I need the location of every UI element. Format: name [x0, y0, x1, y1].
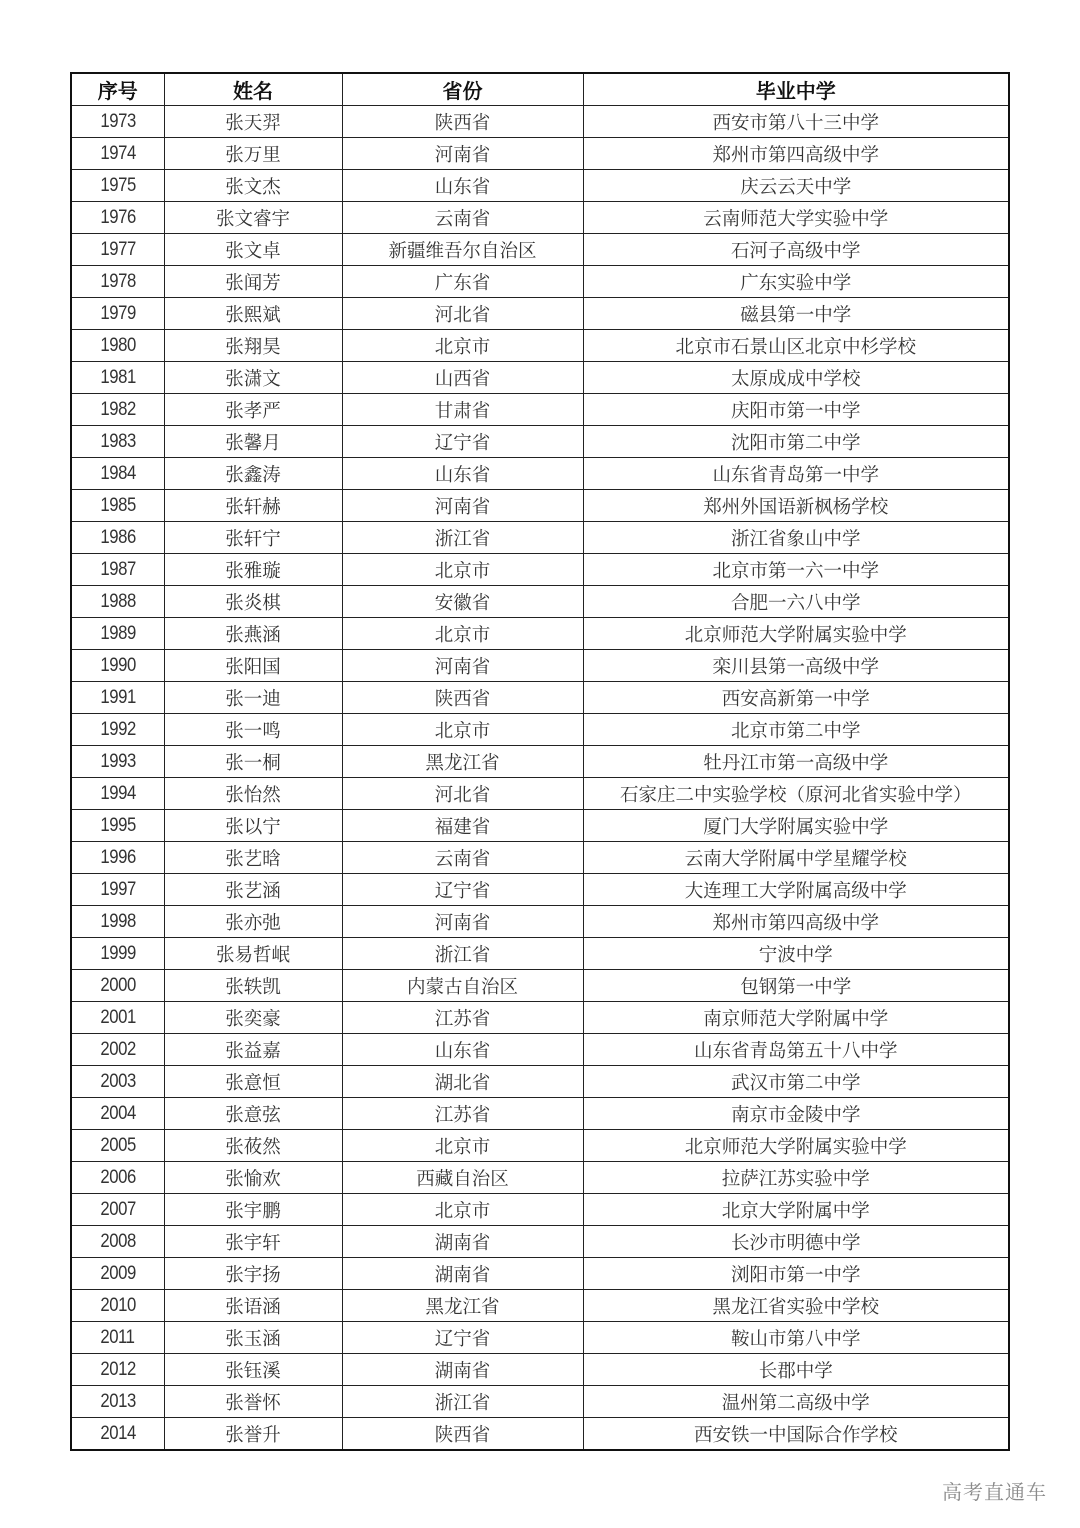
cell-serial-number-text: 1978 — [100, 270, 136, 292]
cell-serial-number-text: 1976 — [100, 206, 136, 228]
cell-serial-number-text: 1998 — [100, 910, 136, 932]
table-row — [71, 234, 1009, 266]
cell-province: 江苏省 — [342, 1098, 583, 1130]
cell-serial-number — [71, 906, 164, 938]
table-row — [71, 1002, 1009, 1034]
cell-province: 山东省 — [342, 1034, 583, 1066]
cell-name: 张易哲岷 — [164, 938, 342, 970]
cell-serial-number — [71, 970, 164, 1002]
cell-province: 北京市 — [342, 714, 583, 746]
header-province: 省份 — [342, 73, 583, 106]
cell-graduated-school: 西安铁一中国际合作学校 — [583, 1418, 1009, 1451]
cell-province: 山东省 — [342, 458, 583, 490]
cell-serial-number — [71, 234, 164, 266]
table-row — [71, 522, 1009, 554]
cell-name: 张孝严 — [164, 394, 342, 426]
table-row — [71, 1066, 1009, 1098]
cell-name: 张玉涵 — [164, 1322, 342, 1354]
cell-serial-number — [71, 202, 164, 234]
table-row — [71, 554, 1009, 586]
cell-serial-number — [71, 618, 164, 650]
cell-serial-number-text: 2008 — [100, 1230, 136, 1252]
cell-serial-number — [71, 330, 164, 362]
cell-graduated-school: 武汉市第二中学 — [583, 1066, 1009, 1098]
cell-province: 安徽省 — [342, 586, 583, 618]
cell-name: 张炎棋 — [164, 586, 342, 618]
table-row — [71, 1322, 1009, 1354]
cell-serial-number-text: 2011 — [100, 1326, 135, 1348]
cell-serial-number — [71, 1322, 164, 1354]
table-row — [71, 394, 1009, 426]
cell-serial-number — [71, 1354, 164, 1386]
cell-graduated-school: 山东省青岛第一中学 — [583, 458, 1009, 490]
table-row — [71, 170, 1009, 202]
cell-graduated-school: 山东省青岛第五十八中学 — [583, 1034, 1009, 1066]
cell-serial-number-text: 1995 — [100, 814, 136, 836]
table-row — [71, 458, 1009, 490]
cell-serial-number-text: 2003 — [100, 1070, 136, 1092]
cell-serial-number-text: 2002 — [100, 1038, 136, 1060]
cell-province: 陕西省 — [342, 106, 583, 138]
header-serial-number: 序号 — [71, 73, 164, 106]
cell-province: 山东省 — [342, 170, 583, 202]
cell-name: 张鑫涛 — [164, 458, 342, 490]
cell-serial-number — [71, 1386, 164, 1418]
cell-graduated-school: 郑州市第四高级中学 — [583, 906, 1009, 938]
cell-graduated-school: 沈阳市第二中学 — [583, 426, 1009, 458]
cell-name: 张轩赫 — [164, 490, 342, 522]
cell-name: 张语涵 — [164, 1290, 342, 1322]
cell-province: 山西省 — [342, 362, 583, 394]
cell-serial-number — [71, 714, 164, 746]
cell-graduated-school: 包钢第一中学 — [583, 970, 1009, 1002]
table-row — [71, 298, 1009, 330]
cell-province: 湖北省 — [342, 1066, 583, 1098]
cell-province: 北京市 — [342, 618, 583, 650]
cell-name: 张艺涵 — [164, 874, 342, 906]
cell-graduated-school: 西安高新第一中学 — [583, 682, 1009, 714]
cell-serial-number-text: 1988 — [100, 590, 136, 612]
cell-province: 辽宁省 — [342, 426, 583, 458]
table-row — [71, 874, 1009, 906]
header-graduated-school: 毕业中学 — [583, 73, 1009, 106]
table-row — [71, 138, 1009, 170]
cell-serial-number-text: 2010 — [100, 1294, 136, 1316]
cell-serial-number — [71, 1098, 164, 1130]
cell-graduated-school: 北京市第二中学 — [583, 714, 1009, 746]
cell-graduated-school: 宁波中学 — [583, 938, 1009, 970]
table-row — [71, 810, 1009, 842]
cell-name: 张怡然 — [164, 778, 342, 810]
header-name: 姓名 — [164, 73, 342, 106]
cell-serial-number-text: 1982 — [100, 398, 136, 420]
cell-name: 张天羿 — [164, 106, 342, 138]
cell-serial-number — [71, 458, 164, 490]
table-row — [71, 1258, 1009, 1290]
cell-serial-number-text: 1985 — [100, 494, 136, 516]
cell-province: 湖南省 — [342, 1226, 583, 1258]
table-row — [71, 650, 1009, 682]
cell-serial-number-text: 1977 — [100, 238, 136, 260]
cell-serial-number — [71, 1194, 164, 1226]
cell-serial-number — [71, 170, 164, 202]
cell-graduated-school: 磁县第一中学 — [583, 298, 1009, 330]
cell-province: 陕西省 — [342, 682, 583, 714]
cell-serial-number-text: 1994 — [100, 782, 136, 804]
cell-serial-number — [71, 874, 164, 906]
cell-serial-number — [71, 106, 164, 138]
cell-serial-number-text: 2009 — [100, 1262, 136, 1284]
cell-province: 辽宁省 — [342, 874, 583, 906]
cell-name: 张万里 — [164, 138, 342, 170]
cell-province: 河北省 — [342, 778, 583, 810]
cell-graduated-school: 牡丹江市第一高级中学 — [583, 746, 1009, 778]
cell-serial-number-text: 1999 — [100, 942, 136, 964]
table-row — [71, 938, 1009, 970]
cell-name: 张文卓 — [164, 234, 342, 266]
cell-serial-number-text: 1989 — [100, 622, 136, 644]
cell-serial-number-text: 1974 — [100, 142, 136, 164]
cell-graduated-school: 厦门大学附属实验中学 — [583, 810, 1009, 842]
cell-serial-number-text: 1987 — [100, 558, 136, 580]
student-list-table — [70, 72, 1010, 1451]
cell-serial-number-text: 1997 — [100, 878, 136, 900]
cell-graduated-school: 北京市石景山区北京中杉学校 — [583, 330, 1009, 362]
table-row — [71, 1130, 1009, 1162]
cell-name: 张益嘉 — [164, 1034, 342, 1066]
table-row — [71, 1034, 1009, 1066]
cell-province: 北京市 — [342, 1130, 583, 1162]
cell-province: 浙江省 — [342, 522, 583, 554]
cell-name: 张莜然 — [164, 1130, 342, 1162]
cell-serial-number-text: 2012 — [100, 1358, 136, 1380]
cell-serial-number — [71, 394, 164, 426]
cell-graduated-school: 郑州外国语新枫杨学校 — [583, 490, 1009, 522]
table-row — [71, 746, 1009, 778]
cell-graduated-school: 庆云云天中学 — [583, 170, 1009, 202]
cell-province: 北京市 — [342, 554, 583, 586]
cell-graduated-school: 南京市金陵中学 — [583, 1098, 1009, 1130]
cell-serial-number — [71, 682, 164, 714]
cell-name: 张轩宁 — [164, 522, 342, 554]
cell-serial-number — [71, 1258, 164, 1290]
cell-name: 张一鸣 — [164, 714, 342, 746]
cell-province: 湖南省 — [342, 1354, 583, 1386]
table-row — [71, 778, 1009, 810]
table-row — [71, 1418, 1009, 1451]
cell-graduated-school: 长郡中学 — [583, 1354, 1009, 1386]
cell-province: 河南省 — [342, 650, 583, 682]
cell-serial-number-text: 2014 — [100, 1422, 136, 1444]
cell-serial-number-text: 1983 — [100, 430, 136, 452]
table-row — [71, 1162, 1009, 1194]
cell-graduated-school: 太原成成中学校 — [583, 362, 1009, 394]
table-row — [71, 906, 1009, 938]
cell-name: 张文杰 — [164, 170, 342, 202]
cell-serial-number — [71, 810, 164, 842]
cell-province: 内蒙古自治区 — [342, 970, 583, 1002]
table-row — [71, 970, 1009, 1002]
cell-serial-number — [71, 1034, 164, 1066]
cell-graduated-school: 温州第二高级中学 — [583, 1386, 1009, 1418]
cell-serial-number — [71, 746, 164, 778]
cell-province: 河南省 — [342, 490, 583, 522]
cell-serial-number-text: 2000 — [100, 974, 136, 996]
table-row — [71, 618, 1009, 650]
table-header-row — [71, 73, 1009, 106]
cell-province: 云南省 — [342, 202, 583, 234]
cell-graduated-school: 北京师范大学附属实验中学 — [583, 618, 1009, 650]
cell-name: 张愉欢 — [164, 1162, 342, 1194]
student-list-table-container — [70, 72, 1008, 1451]
cell-province: 北京市 — [342, 330, 583, 362]
cell-name: 张宇轩 — [164, 1226, 342, 1258]
cell-serial-number — [71, 1418, 164, 1451]
cell-name: 张馨月 — [164, 426, 342, 458]
cell-name: 张艺晗 — [164, 842, 342, 874]
cell-province: 广东省 — [342, 266, 583, 298]
table-row — [71, 490, 1009, 522]
cell-name: 张燕涵 — [164, 618, 342, 650]
cell-province: 西藏自治区 — [342, 1162, 583, 1194]
table-row — [71, 1354, 1009, 1386]
cell-province: 黑龙江省 — [342, 746, 583, 778]
cell-graduated-school: 庆阳市第一中学 — [583, 394, 1009, 426]
cell-province: 陕西省 — [342, 1418, 583, 1451]
cell-province: 甘肃省 — [342, 394, 583, 426]
cell-serial-number-text: 2001 — [100, 1006, 136, 1028]
cell-serial-number-text: 2005 — [100, 1134, 136, 1156]
table-row — [71, 362, 1009, 394]
table-row — [71, 586, 1009, 618]
cell-province: 北京市 — [342, 1194, 583, 1226]
cell-serial-number-text: 1973 — [100, 110, 136, 132]
cell-serial-number-text: 2013 — [100, 1390, 136, 1412]
cell-serial-number — [71, 1290, 164, 1322]
table-row — [71, 1194, 1009, 1226]
cell-graduated-school: 栾川县第一高级中学 — [583, 650, 1009, 682]
table-row — [71, 714, 1009, 746]
cell-name: 张雅璇 — [164, 554, 342, 586]
cell-province: 河南省 — [342, 906, 583, 938]
cell-province: 辽宁省 — [342, 1322, 583, 1354]
cell-graduated-school: 石家庄二中实验学校（原河北省实验中学） — [583, 778, 1009, 810]
cell-province: 云南省 — [342, 842, 583, 874]
cell-serial-number — [71, 426, 164, 458]
cell-serial-number-text: 1975 — [100, 174, 136, 196]
cell-province: 新疆维吾尔自治区 — [342, 234, 583, 266]
table-row — [71, 1290, 1009, 1322]
cell-name: 张奕豪 — [164, 1002, 342, 1034]
cell-graduated-school: 大连理工大学附属高级中学 — [583, 874, 1009, 906]
cell-serial-number-text: 1980 — [100, 334, 136, 356]
cell-graduated-school: 西安市第八十三中学 — [583, 106, 1009, 138]
cell-graduated-school: 北京大学附属中学 — [583, 1194, 1009, 1226]
table-row — [71, 330, 1009, 362]
cell-serial-number — [71, 522, 164, 554]
cell-name: 张亦弛 — [164, 906, 342, 938]
cell-graduated-school: 鞍山市第八中学 — [583, 1322, 1009, 1354]
cell-serial-number-text: 2007 — [100, 1198, 136, 1220]
table-row — [71, 1226, 1009, 1258]
table-row — [71, 682, 1009, 714]
table-row — [71, 1098, 1009, 1130]
cell-province: 浙江省 — [342, 1386, 583, 1418]
cell-serial-number-text: 1991 — [100, 686, 136, 708]
cell-province: 黑龙江省 — [342, 1290, 583, 1322]
cell-serial-number — [71, 1002, 164, 1034]
cell-graduated-school: 南京师范大学附属中学 — [583, 1002, 1009, 1034]
cell-graduated-school: 浏阳市第一中学 — [583, 1258, 1009, 1290]
cell-serial-number — [71, 298, 164, 330]
cell-graduated-school: 石河子高级中学 — [583, 234, 1009, 266]
cell-serial-number-text: 1993 — [100, 750, 136, 772]
cell-graduated-school: 合肥一六八中学 — [583, 586, 1009, 618]
cell-serial-number — [71, 266, 164, 298]
cell-province: 福建省 — [342, 810, 583, 842]
cell-name: 张宇鹏 — [164, 1194, 342, 1226]
cell-name: 张誉升 — [164, 1418, 342, 1451]
cell-name: 张意弦 — [164, 1098, 342, 1130]
cell-serial-number — [71, 586, 164, 618]
table-row — [71, 202, 1009, 234]
cell-graduated-school: 浙江省象山中学 — [583, 522, 1009, 554]
cell-graduated-school: 北京师范大学附属实验中学 — [583, 1130, 1009, 1162]
cell-serial-number-text: 1981 — [100, 366, 136, 388]
cell-serial-number-text: 1996 — [100, 846, 136, 868]
table-row — [71, 266, 1009, 298]
cell-name: 张钰溪 — [164, 1354, 342, 1386]
cell-graduated-school: 北京市第一六一中学 — [583, 554, 1009, 586]
cell-name: 张以宁 — [164, 810, 342, 842]
cell-serial-number — [71, 778, 164, 810]
cell-serial-number — [71, 362, 164, 394]
cell-serial-number-text: 1990 — [100, 654, 136, 676]
cell-serial-number — [71, 1130, 164, 1162]
cell-serial-number-text: 2006 — [100, 1166, 136, 1188]
cell-serial-number-text: 1986 — [100, 526, 136, 548]
cell-name: 张轶凯 — [164, 970, 342, 1002]
cell-name: 张意恒 — [164, 1066, 342, 1098]
cell-serial-number — [71, 138, 164, 170]
cell-province: 湖南省 — [342, 1258, 583, 1290]
cell-name: 张文睿宇 — [164, 202, 342, 234]
watermark-label: 高考直通车 — [942, 1480, 1047, 1504]
table-row — [71, 426, 1009, 458]
table-row — [71, 1386, 1009, 1418]
cell-name: 张阳国 — [164, 650, 342, 682]
table-row — [71, 106, 1009, 138]
cell-serial-number-text: 2004 — [100, 1102, 136, 1124]
cell-serial-number — [71, 650, 164, 682]
cell-graduated-school: 拉萨江苏实验中学 — [583, 1162, 1009, 1194]
cell-province: 江苏省 — [342, 1002, 583, 1034]
cell-name: 张熙斌 — [164, 298, 342, 330]
cell-province: 河南省 — [342, 138, 583, 170]
cell-graduated-school: 郑州市第四高级中学 — [583, 138, 1009, 170]
cell-graduated-school: 黑龙江省实验中学校 — [583, 1290, 1009, 1322]
cell-serial-number — [71, 938, 164, 970]
cell-graduated-school: 广东实验中学 — [583, 266, 1009, 298]
cell-serial-number-text: 1984 — [100, 462, 136, 484]
cell-serial-number-text: 1979 — [100, 302, 136, 324]
table-body — [71, 106, 1009, 1451]
table-row — [71, 842, 1009, 874]
cell-name: 张闻芳 — [164, 266, 342, 298]
cell-serial-number — [71, 1162, 164, 1194]
cell-serial-number — [71, 842, 164, 874]
cell-name: 张一迪 — [164, 682, 342, 714]
cell-graduated-school: 长沙市明德中学 — [583, 1226, 1009, 1258]
cell-serial-number-text: 1992 — [100, 718, 136, 740]
cell-graduated-school: 云南大学附属中学星耀学校 — [583, 842, 1009, 874]
cell-name: 张宇扬 — [164, 1258, 342, 1290]
cell-serial-number — [71, 1226, 164, 1258]
cell-graduated-school: 云南师范大学实验中学 — [583, 202, 1009, 234]
cell-serial-number — [71, 554, 164, 586]
cell-name: 张誉怀 — [164, 1386, 342, 1418]
cell-name: 张潇文 — [164, 362, 342, 394]
cell-serial-number — [71, 490, 164, 522]
cell-province: 浙江省 — [342, 938, 583, 970]
cell-province: 河北省 — [342, 298, 583, 330]
cell-serial-number — [71, 1066, 164, 1098]
cell-name: 张一桐 — [164, 746, 342, 778]
cell-name: 张翔昊 — [164, 330, 342, 362]
